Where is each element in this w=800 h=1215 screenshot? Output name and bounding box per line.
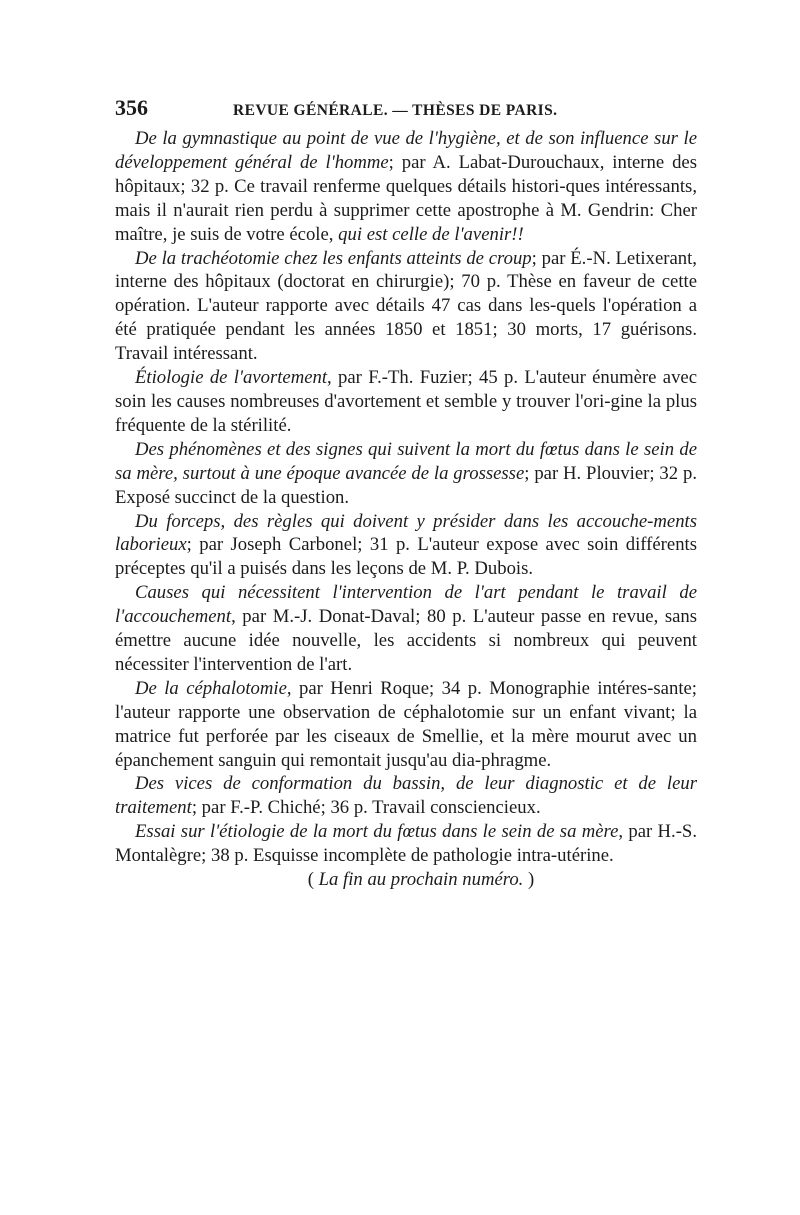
closing-open-paren: ( <box>307 869 314 891</box>
entry-text: , par F.-Th. Fuzier; 45 p. L'auteur énumère avec soin les causes nombreuses d'avortement et semble y trouver l'ori-gine la plus fréquente de la stérilité. <box>115 367 698 436</box>
entry-title: Des vices de conformation du bassin, de leur diagnostic et de leur traitement <box>115 773 697 819</box>
entry-title: Du forceps, des règles qui doivent y présider dans les accouche-ments laborieux <box>115 510 697 556</box>
thesis-entry-etiologie-mort <box>115 820 697 868</box>
closing-close-paren: ) <box>528 869 535 891</box>
entry-text: ; par A. Labat-Durouchaux, interne des hôpitaux; 32 p. Ce travail renferme quelques détails histori-ques intéressants, mais il n'aurait rien perdu à supprimer cette apostrophe à M. Gendrin: Cher maître, je suis de votre école, <box>115 151 697 245</box>
entry-title: Étiologie de l'avortement <box>135 367 328 389</box>
thesis-entry-bassin <box>115 772 697 820</box>
page-number: 356 <box>115 95 148 120</box>
entry-title: Causes qui nécessitent l'intervention de l'art pendant le travail de l'accouchement <box>115 582 697 628</box>
entry-title: De la céphalotomie <box>135 677 287 699</box>
thesis-entry-avortement <box>115 366 697 438</box>
entry-text: , par Henri Roque; 34 p. Monographie intéres-sante; l'auteur rapporte une observation de céphalotomie sur un enfant vivant; la matrice fut perforée par les ciseaux de Smellie, et la mère mourut avec un épanchement sanguin qui remontait jusqu'au dia-phragme. <box>115 677 697 771</box>
running-head: REVUE GÉNÉRALE. — THÈSES DE PARIS. <box>233 102 558 119</box>
page-header <box>115 96 697 126</box>
page <box>115 96 697 892</box>
thesis-entry-intervention <box>115 581 697 677</box>
entry-text: ; par É.-N. Letixerant, interne des hôpitaux (doctorat en chirurgie); 70 p. Thèse en faveur de cette opération. L'auteur rapporte avec détails 47 cas dans les-quels l'opération a été pratiquée pendant les années 1850 et 1851; 30 morts, 17 guérisons. Travail intéressant. <box>115 247 697 365</box>
entry-title: De la trachéotomie chez les enfants atteints de croup <box>135 247 532 269</box>
entry-text: ; par F.-P. Chiché; 36 p. Travail consciencieux. <box>191 797 541 819</box>
thesis-entry-gymnastique <box>115 127 697 247</box>
thesis-entry-mort-foetus <box>115 438 697 510</box>
thesis-entry-cephalotomie <box>115 677 697 773</box>
entry-title: De la gymnastique au point de vue de l'hygiène, et de son influence sur le développement général de l'homme <box>115 128 697 173</box>
closing-text: La fin au prochain numéro. <box>318 869 524 891</box>
thesis-entry-tracheotomie <box>115 247 697 367</box>
entry-title: Des phénomènes et des signes qui suivent la mort du fœtus dans le sein de sa mère, surtout à une époque avancée de la grossesse <box>115 438 697 484</box>
thesis-entry-forceps <box>115 510 697 582</box>
entry-emphasis: qui est celle de l'avenir!! <box>338 223 524 245</box>
closing-note <box>115 868 697 892</box>
entry-title: Essai sur l'étiologie de la mort du fœtus dans le sein de sa mère <box>135 821 619 843</box>
entry-text: ; par H. Plouvier; 32 p. Exposé succinct de la question. <box>115 462 697 508</box>
entry-text: ; par Joseph Carbonel; 31 p. L'auteur expose avec soin différents préceptes qu'il a puisés dans les leçons de M. P. Dubois. <box>115 534 697 580</box>
entry-text: , par H.-S. Montalègre; 38 p. Esquisse incomplète de pathologie intra-utérine. <box>115 821 697 867</box>
entry-text: , par M.-J. Donat-Daval; 80 p. L'auteur passe en revue, sans émettre aucune idée nouvelle, les accidents si nombreux qui peuvent nécessiter l'intervention de l'art. <box>115 606 697 675</box>
